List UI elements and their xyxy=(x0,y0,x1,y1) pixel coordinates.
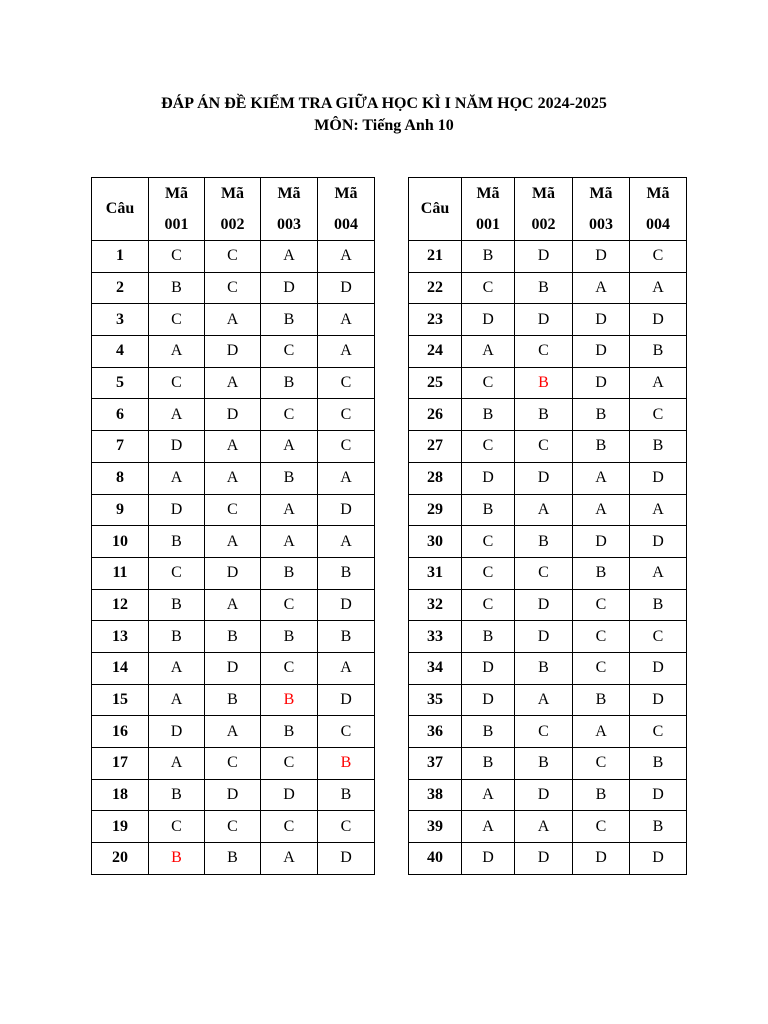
answer-cell: C xyxy=(149,304,205,336)
answer-cell: B xyxy=(573,779,630,811)
header-code-label: Mã xyxy=(220,185,245,202)
table-row xyxy=(409,621,687,653)
question-number: 39 xyxy=(409,811,462,843)
answer-cell: D xyxy=(630,304,687,336)
answer-cell: A xyxy=(630,272,687,304)
answer-cell: D xyxy=(205,336,261,368)
answer-cell: B xyxy=(462,716,515,748)
answer-cell: D xyxy=(515,621,573,653)
table-row xyxy=(92,779,375,811)
table-row xyxy=(409,304,687,336)
answer-cell: B xyxy=(630,748,687,780)
question-number: 38 xyxy=(409,779,462,811)
answer-cell: C xyxy=(462,272,515,304)
answer-table-left xyxy=(91,177,375,875)
answer-cell: D xyxy=(149,716,205,748)
header-code-number: 003 xyxy=(589,216,613,233)
answer-cell: D xyxy=(515,462,573,494)
answer-cell: B xyxy=(149,843,205,875)
answer-cell: C xyxy=(261,399,318,431)
answer-cell: A xyxy=(515,684,573,716)
answer-cell: C xyxy=(630,241,687,273)
header-code-003 xyxy=(573,178,630,241)
answer-cell: A xyxy=(318,652,375,684)
answer-cell: A xyxy=(261,241,318,273)
answer-cell: B xyxy=(149,589,205,621)
question-number: 35 xyxy=(409,684,462,716)
answer-cell: D xyxy=(573,241,630,273)
answer-cell: B xyxy=(318,621,375,653)
answer-cell: C xyxy=(261,336,318,368)
answer-cell: B xyxy=(205,684,261,716)
answer-cell: B xyxy=(630,336,687,368)
answer-cell: C xyxy=(318,431,375,463)
answer-cell: A xyxy=(149,652,205,684)
question-number: 6 xyxy=(92,399,149,431)
table-row xyxy=(92,589,375,621)
answer-cell: C xyxy=(630,716,687,748)
answer-cell: B xyxy=(261,716,318,748)
answer-cell: D xyxy=(205,557,261,589)
question-number: 17 xyxy=(92,748,149,780)
answer-cell: A xyxy=(205,526,261,558)
answer-cell: D xyxy=(318,684,375,716)
answer-cell: A xyxy=(205,304,261,336)
table-row xyxy=(409,494,687,526)
answer-cell: D xyxy=(573,367,630,399)
table-row xyxy=(409,811,687,843)
table-row xyxy=(92,494,375,526)
table-row xyxy=(92,684,375,716)
answer-cell: B xyxy=(573,557,630,589)
question-number: 28 xyxy=(409,462,462,494)
table-row xyxy=(92,241,375,273)
answer-cell: C xyxy=(205,748,261,780)
question-number: 36 xyxy=(409,716,462,748)
header-code-label: Mã xyxy=(277,185,301,202)
question-number: 18 xyxy=(92,779,149,811)
table-row xyxy=(409,589,687,621)
answer-table-right xyxy=(408,177,687,875)
answer-cell: A xyxy=(261,431,318,463)
question-number: 20 xyxy=(92,843,149,875)
document-title: ĐÁP ÁN ĐỀ KIỂM TRA GIỮA HỌC KÌ I NĂM HỌC 2024-2025 xyxy=(161,95,607,112)
question-number: 33 xyxy=(409,621,462,653)
answer-cell: A xyxy=(205,716,261,748)
answer-cell: C xyxy=(149,811,205,843)
question-number: 16 xyxy=(92,716,149,748)
answer-cell: C xyxy=(462,431,515,463)
answer-cell: C xyxy=(573,748,630,780)
answer-cell: C xyxy=(205,272,261,304)
header-code-label: Mã xyxy=(476,185,500,202)
answer-cell: A xyxy=(261,526,318,558)
table-row xyxy=(409,241,687,273)
answer-cell: D xyxy=(573,336,630,368)
answer-cell: C xyxy=(318,399,375,431)
answer-cell: C xyxy=(573,621,630,653)
answer-cell: D xyxy=(261,272,318,304)
answer-cell: D xyxy=(462,462,515,494)
answer-cell: B xyxy=(205,621,261,653)
question-number: 3 xyxy=(92,304,149,336)
header-code-label: Mã xyxy=(646,185,670,202)
answer-cell: B xyxy=(261,557,318,589)
header-code-002 xyxy=(515,178,573,241)
answer-cell: B xyxy=(462,494,515,526)
table-row xyxy=(409,399,687,431)
answer-cell: C xyxy=(630,399,687,431)
answer-cell: D xyxy=(205,399,261,431)
table-row xyxy=(92,843,375,875)
table-header-row xyxy=(409,178,687,241)
answer-cell: C xyxy=(205,494,261,526)
question-number: 23 xyxy=(409,304,462,336)
table-row xyxy=(92,526,375,558)
answer-cell: A xyxy=(205,462,261,494)
answer-cell: D xyxy=(515,589,573,621)
answer-cell: D xyxy=(149,494,205,526)
table-row xyxy=(409,684,687,716)
answer-cell: C xyxy=(318,811,375,843)
answer-cell: C xyxy=(149,557,205,589)
answer-cell: A xyxy=(149,336,205,368)
header-code-number: 003 xyxy=(277,216,301,233)
answer-cell: A xyxy=(573,716,630,748)
table-row xyxy=(409,748,687,780)
question-number: 7 xyxy=(92,431,149,463)
answer-cell: B xyxy=(149,526,205,558)
answer-cell: B xyxy=(205,843,261,875)
header-code-002 xyxy=(205,178,261,241)
table-row xyxy=(409,779,687,811)
answer-cell: A xyxy=(205,589,261,621)
answer-cell: C xyxy=(573,652,630,684)
table-row xyxy=(409,652,687,684)
answer-cell: B xyxy=(318,557,375,589)
table-row xyxy=(92,304,375,336)
answer-cell: D xyxy=(573,526,630,558)
question-number: 22 xyxy=(409,272,462,304)
answer-cell: B xyxy=(261,304,318,336)
answer-cell: D xyxy=(318,589,375,621)
answer-cell: D xyxy=(630,462,687,494)
answer-cell: A xyxy=(318,526,375,558)
answer-cell: A xyxy=(318,462,375,494)
answer-cell: A xyxy=(261,843,318,875)
answer-cell: C xyxy=(515,431,573,463)
answer-cell: D xyxy=(462,843,515,875)
table-row xyxy=(92,652,375,684)
answer-cell: C xyxy=(318,367,375,399)
answer-cell: B xyxy=(261,621,318,653)
answer-cell: B xyxy=(261,367,318,399)
answer-cell: A xyxy=(149,684,205,716)
answer-cell: B xyxy=(515,367,573,399)
question-number: 40 xyxy=(409,843,462,875)
header-code-number: 002 xyxy=(531,216,556,233)
answer-cell: A xyxy=(318,241,375,273)
answer-cell: C xyxy=(205,811,261,843)
header-code-001 xyxy=(149,178,205,241)
table-row xyxy=(92,811,375,843)
answer-cell: B xyxy=(630,589,687,621)
table-row xyxy=(92,431,375,463)
answer-cell: D xyxy=(630,684,687,716)
answer-cell: D xyxy=(515,779,573,811)
answer-cell: D xyxy=(630,843,687,875)
answer-cell: B xyxy=(462,621,515,653)
header-code-number: 004 xyxy=(646,216,670,233)
answer-cell: A xyxy=(462,779,515,811)
question-number: 12 xyxy=(92,589,149,621)
document-subtitle: MÔN: Tiếng Anh 10 xyxy=(314,117,454,134)
table-row xyxy=(409,431,687,463)
answer-cell: A xyxy=(318,336,375,368)
question-number: 13 xyxy=(92,621,149,653)
question-number: 31 xyxy=(409,557,462,589)
answer-cell: B xyxy=(318,779,375,811)
answer-cell: A xyxy=(630,494,687,526)
table-row xyxy=(92,272,375,304)
answer-cell: C xyxy=(318,716,375,748)
answer-cell: C xyxy=(261,811,318,843)
answer-cell: B xyxy=(149,779,205,811)
question-number: 14 xyxy=(92,652,149,684)
answer-cell: C xyxy=(573,589,630,621)
table-row xyxy=(92,716,375,748)
answer-cell: C xyxy=(630,621,687,653)
answer-cell: A xyxy=(149,399,205,431)
question-number: 29 xyxy=(409,494,462,526)
question-number: 10 xyxy=(92,526,149,558)
question-number: 34 xyxy=(409,652,462,684)
table-row xyxy=(409,462,687,494)
answer-cell: D xyxy=(573,304,630,336)
table-row xyxy=(409,557,687,589)
question-number: 2 xyxy=(92,272,149,304)
question-number: 25 xyxy=(409,367,462,399)
answer-cell: B xyxy=(318,748,375,780)
question-number: 24 xyxy=(409,336,462,368)
header-code-003 xyxy=(261,178,318,241)
question-number: 5 xyxy=(92,367,149,399)
header-code-number: 004 xyxy=(334,216,358,233)
answer-cell: D xyxy=(462,652,515,684)
answer-cell: B xyxy=(515,526,573,558)
answer-cell: B xyxy=(573,431,630,463)
answer-cell: A xyxy=(515,811,573,843)
answer-cell: B xyxy=(573,684,630,716)
answer-cell: D xyxy=(318,494,375,526)
answer-cell: A xyxy=(261,494,318,526)
answer-cell: A xyxy=(462,811,515,843)
answer-cell: A xyxy=(573,462,630,494)
answer-cell: C xyxy=(205,241,261,273)
answer-cell: B xyxy=(149,621,205,653)
answer-cell: B xyxy=(149,272,205,304)
table-row xyxy=(409,272,687,304)
question-number: 30 xyxy=(409,526,462,558)
answer-cell: D xyxy=(205,779,261,811)
answer-cell: A xyxy=(149,748,205,780)
header-code-001 xyxy=(462,178,515,241)
answer-cell: B xyxy=(515,399,573,431)
header-code-label: Mã xyxy=(334,185,358,202)
answer-cell: D xyxy=(630,526,687,558)
answer-cell: C xyxy=(573,811,630,843)
answer-cell: A xyxy=(515,494,573,526)
answer-cell: D xyxy=(149,431,205,463)
answer-cell: C xyxy=(462,367,515,399)
header-code-label: Mã xyxy=(589,185,613,202)
answer-cell: A xyxy=(630,557,687,589)
answer-cell: D xyxy=(318,843,375,875)
answer-cell: A xyxy=(462,336,515,368)
question-number: 26 xyxy=(409,399,462,431)
table-row xyxy=(409,843,687,875)
answer-cell: D xyxy=(573,843,630,875)
answer-cell: C xyxy=(261,589,318,621)
answer-cell: C xyxy=(462,589,515,621)
answer-cell: C xyxy=(462,526,515,558)
answer-cell: C xyxy=(149,367,205,399)
question-number: 19 xyxy=(92,811,149,843)
answer-cell: A xyxy=(205,367,261,399)
answer-cell: A xyxy=(573,494,630,526)
header-code-label: Mã xyxy=(164,185,189,202)
answer-cell: B xyxy=(515,652,573,684)
header-code-004 xyxy=(318,178,375,241)
question-number: 1 xyxy=(92,241,149,273)
answer-cell: D xyxy=(205,652,261,684)
answer-cell: D xyxy=(515,304,573,336)
question-number: 32 xyxy=(409,589,462,621)
answer-cell: C xyxy=(515,336,573,368)
table-row xyxy=(409,367,687,399)
header-question: Câu xyxy=(409,178,462,241)
answer-cell: B xyxy=(630,431,687,463)
answer-cell: B xyxy=(261,684,318,716)
answer-cell: C xyxy=(462,557,515,589)
answer-cell: D xyxy=(462,304,515,336)
answer-cell: A xyxy=(149,462,205,494)
answer-cell: C xyxy=(149,241,205,273)
header-question: Câu xyxy=(92,178,149,241)
answer-cell: D xyxy=(515,843,573,875)
answer-cell: B xyxy=(462,241,515,273)
table-row xyxy=(92,462,375,494)
answer-cell: C xyxy=(515,716,573,748)
header-code-004 xyxy=(630,178,687,241)
question-number: 37 xyxy=(409,748,462,780)
answer-cell: B xyxy=(462,748,515,780)
question-number: 8 xyxy=(92,462,149,494)
answer-cell: A xyxy=(318,304,375,336)
answer-cell: D xyxy=(318,272,375,304)
question-number: 9 xyxy=(92,494,149,526)
answer-cell: B xyxy=(630,811,687,843)
answer-cell: A xyxy=(205,431,261,463)
table-row xyxy=(409,336,687,368)
table-row xyxy=(409,526,687,558)
answer-cell: D xyxy=(515,241,573,273)
table-row xyxy=(92,336,375,368)
answer-cell: D xyxy=(462,684,515,716)
answer-cell: D xyxy=(261,779,318,811)
answer-cell: C xyxy=(261,652,318,684)
answer-cell: B xyxy=(462,399,515,431)
header-code-number: 001 xyxy=(164,216,189,233)
question-number: 27 xyxy=(409,431,462,463)
answer-cell: B xyxy=(515,748,573,780)
answer-cell: B xyxy=(515,272,573,304)
question-number: 11 xyxy=(92,557,149,589)
table-row xyxy=(92,557,375,589)
question-number: 21 xyxy=(409,241,462,273)
answer-cell: B xyxy=(261,462,318,494)
answer-cell: B xyxy=(573,399,630,431)
answer-cell: D xyxy=(630,652,687,684)
answer-cell: A xyxy=(573,272,630,304)
table-row xyxy=(92,748,375,780)
question-number: 4 xyxy=(92,336,149,368)
header-code-label: Mã xyxy=(531,185,556,202)
answer-cell: C xyxy=(515,557,573,589)
table-row xyxy=(92,367,375,399)
table-row xyxy=(92,399,375,431)
table-row xyxy=(92,621,375,653)
header-code-number: 002 xyxy=(220,216,245,233)
answer-cell: C xyxy=(261,748,318,780)
table-row xyxy=(409,716,687,748)
answer-cell: D xyxy=(630,779,687,811)
header-code-number: 001 xyxy=(476,216,500,233)
answer-cell: A xyxy=(630,367,687,399)
question-number: 15 xyxy=(92,684,149,716)
table-header-row xyxy=(92,178,375,241)
